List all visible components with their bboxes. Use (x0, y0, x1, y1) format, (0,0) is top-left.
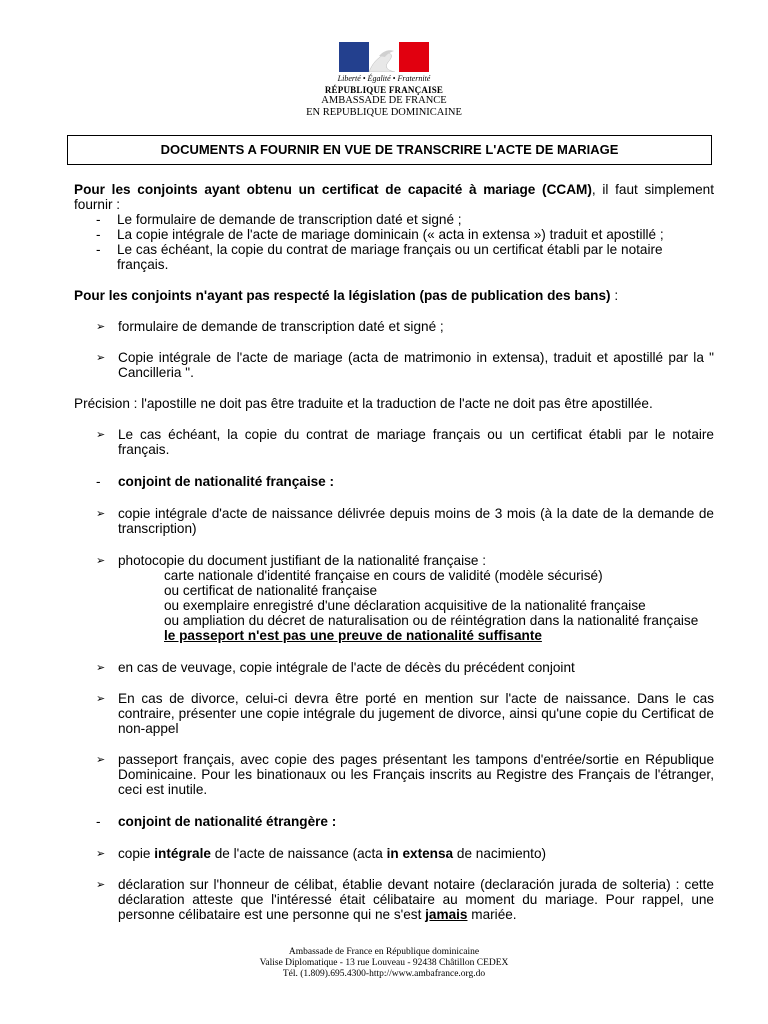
text-run: déclaration sur l'honneur de célibat, établie devant notaire (declaración jurada de solteria) : cette déclaration atteste que l'intéressé était célibataire au moment du mariage. Pour rappel, une personne célibataire est une personne qui ne s'est (118, 877, 714, 922)
etranger-item-birth (74, 846, 714, 861)
footer-line2: Valise Diplomatique - 13 rue Louveau - 92438 Châtillon CEDEX (259, 958, 509, 968)
section1-intro-rest: , il faut simplement fournir : (74, 182, 714, 212)
sub-item: carte nationale d'identité française en cours de validité (modèle sécurisé) (164, 568, 603, 583)
marianne-logo (339, 42, 429, 72)
francais-item-widow: ➢ en cas de veuvage, copie intégrale de l'acte de décès du précédent conjoint (74, 660, 714, 675)
text-run: de nacimiento) (453, 846, 547, 861)
list-item: - Le formulaire de demande de transcription daté et signé ; (74, 212, 714, 227)
section2-item-form: ➢ formulaire de demande de transcription daté et signé ; (74, 319, 714, 334)
heading-etranger: - conjoint de nationalité étrangère : (74, 814, 714, 829)
section2-item-contract: ➢ Le cas échéant, la copie du contrat de mariage français ou un certificat établi par le notaire français. (74, 427, 714, 457)
text-run-bold-underlined: jamais (425, 907, 468, 922)
section2-intro-bold: Pour les conjoints n'ayant pas respecté la législation (pas de publication des bans) (74, 288, 611, 303)
francais-item-passport: ➢ passeport français, avec copie des pages présentant les tampons d'entrée/sortie en République Dominicaine. Pour les binationaux ou les Français inscrits au Registre des Français de l'étranger, ceci est inutile. (74, 752, 714, 797)
sub-item: ou ampliation du décret de naturalisation ou de réintégration dans la nationalité française (164, 613, 699, 628)
passport-note: le passeport n'est pas une preuve de nationalité suffisante (164, 628, 542, 643)
embassy-line1: AMBASSADE DE FRANCE (321, 95, 447, 106)
footer (0, 947, 768, 980)
sub-item: ou exemplaire enregistré d'une déclaration acquisitive de la nationalité française (164, 598, 646, 613)
sub-item: ou certificat de nationalité française (164, 583, 378, 598)
document-title: DOCUMENTS A FOURNIR EN VUE DE TRANSCRIRE L'ACTE DE MARIAGE (67, 135, 712, 165)
section1-list (74, 212, 714, 272)
section2-intro (74, 288, 714, 303)
francais-item-divorce: ➢ En cas de divorce, celui-ci devra être porté en mention sur l'acte de naissance. Dans le cas contraire, présenter une copie intégrale du jugement de divorce, ainsi qu'une copie du Certificat de non-appel (74, 691, 714, 736)
embassy-line2: EN REPUBLIQUE DOMINICAINE (306, 107, 462, 118)
letterhead (0, 42, 768, 119)
footer-line1: Ambassade de France en République dominicaine (288, 947, 480, 957)
motto: Liberté • Égalité • Fraternité (337, 74, 431, 83)
text-run-bold: intégrale (154, 846, 211, 861)
heading-francais: - conjoint de nationalité française : (74, 474, 714, 489)
list-item: - Le cas échéant, la copie du contrat de mariage français ou un certificat établi par le notaire français. (74, 242, 714, 272)
francais-item-nationality: ➢ photocopie du document justifiant de la nationalité française : (74, 553, 714, 568)
etranger-item-celibacy (74, 877, 714, 922)
document-body (74, 182, 714, 922)
text-run-bold: in extensa (386, 846, 454, 861)
section2-intro-rest: : (610, 288, 619, 303)
footer-line3: Tél. (1.809).695.4300-http://www.ambafrance.org.do (282, 969, 486, 979)
nationality-documents (74, 568, 714, 643)
section2-item-copy: ➢ Copie intégrale de l'acte de mariage (acta de matrimonio in extensa), traduit et apostillé par la " Cancilleria ". (74, 350, 714, 380)
text-run: mariée. (467, 907, 517, 922)
section1-intro (74, 182, 714, 212)
text-run: de l'acte de naissance (acta (210, 846, 387, 861)
precision-note: Précision : l'apostille ne doit pas être traduite et la traduction de l'acte ne doit pas être apostillée. (74, 396, 653, 411)
republic-name: RÉPUBLIQUE FRANÇAISE (324, 85, 444, 95)
section1-intro-bold: Pour les conjoints ayant obtenu un certificat de capacité à mariage (CCAM) (74, 182, 592, 197)
text-run: copie (118, 846, 155, 861)
francais-item-birth: ➢ copie intégrale d'acte de naissance délivrée depuis moins de 3 mois (à la date de la demande de transcription) (74, 506, 714, 536)
list-item: - La copie intégrale de l'acte de mariage dominicain (« acta in extensa ») traduit et apostillé ; (74, 227, 714, 242)
